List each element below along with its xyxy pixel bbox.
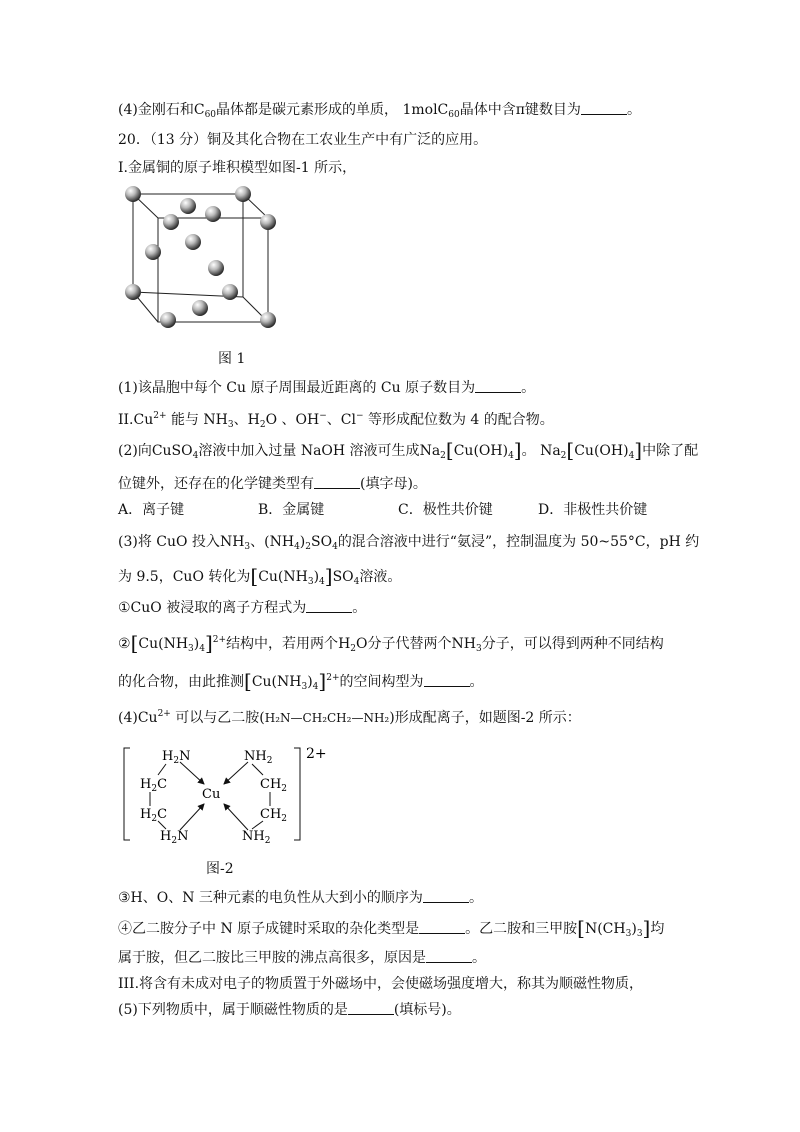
text-frag: 。 — [626, 102, 641, 118]
figure-1-caption: 图 1 — [218, 351, 246, 367]
answer-blank — [348, 1002, 394, 1015]
q3-sub-2-line-2: 的化合物，由此推测$[Cu(NH_3)_4]^{2+}$的空间构型为 。 — [118, 669, 484, 693]
text-frag: 。 — [468, 890, 483, 906]
text-frag: 。 — [521, 443, 536, 459]
q2-line-2 — [118, 474, 427, 494]
q4-line — [118, 704, 581, 728]
text-frag: 2+ — [157, 709, 171, 719]
choice-b[interactable]: B．金属键 — [258, 502, 325, 518]
q3-line-1: (3)将 CuO 投入$NH_3$、$(NH_4)_2SO_4$的混合溶液中进行“氨浸”，控制温度为 50~55°C，pH 约 — [118, 534, 700, 552]
q3-sub-1 — [118, 598, 366, 618]
fcc-unit-cell-figure — [118, 182, 288, 337]
q1-line — [118, 378, 535, 398]
figure-2-caption: 图-2 — [206, 861, 234, 877]
text-frag: (5)下列物质中，属于顺磁性物质的是 — [118, 1002, 348, 1018]
answer-blank — [314, 476, 360, 489]
text-frag: Cu(OH) — [574, 443, 629, 459]
text-frag: 中除了配 — [642, 443, 699, 459]
answer-blank — [306, 600, 352, 613]
text-frag: 溶液。 — [359, 569, 402, 585]
text-frag: II.Cu — [118, 412, 154, 428]
text-frag: 1molC — [402, 102, 449, 118]
text-frag: 2+ — [153, 411, 167, 421]
text-frag: 属于胺，但乙二胺比三甲胺的沸点高很多，原因是 — [118, 950, 426, 966]
svg-text:H2N: $H_2N$ — [160, 829, 189, 846]
text-frag: 分子，可以得到两种不同结构 — [481, 636, 664, 652]
text-frag: 溶液中加入过量 NaOH 溶液可生成 — [198, 443, 420, 459]
text-frag: ④乙二胺分子中 N 原子成键时采取的杂化类型是 — [118, 921, 420, 937]
text-frag: 60 — [448, 110, 460, 120]
text-frag: (4)金刚石和 — [118, 102, 194, 118]
text-frag: 4 — [192, 451, 199, 461]
q3-sub-2-line-1: $②[Cu(NH_3)_4]^{2+}$结构中，若用两个$H_2O$分子代替两个$NH_3$分子，可以得到两种不同结构 — [118, 631, 664, 655]
copper-center-label: Cu — [202, 787, 221, 802]
text-frag: 2 — [440, 451, 446, 461]
text-frag: 位键外，还存在的化学键类型有 — [118, 476, 314, 492]
svg-text:CH2: $CH_2$ — [260, 777, 288, 794]
q2-line-1: (2)向CuSO$_4$溶液中加入过量 NaOH 溶液可生成$Na_2[Cu(OH)_4]$。 $Na_2[Cu(OH)_4]$中除了配 — [118, 438, 699, 462]
text-frag: 4 — [508, 451, 514, 461]
text-frag: 可以与乙二胺( — [175, 710, 265, 726]
answer-blank — [424, 674, 470, 687]
text-frag: (填字母)。 — [360, 476, 427, 492]
answer-blank — [423, 890, 469, 903]
text-frag: 的混合溶液中进行“氨浸”，控制温度为 50~55°C，pH 约 — [337, 534, 700, 550]
text-frag: ①CuO 被浸取的离子方程式为 — [118, 600, 307, 616]
choice-a[interactable]: A．离子键 — [118, 502, 185, 518]
text-frag: O 、OH — [265, 412, 320, 428]
text-frag: 的化合物，由此推测 — [118, 674, 244, 690]
svg-text:NH2: $NH_2$ — [244, 749, 273, 766]
text-frag: Na — [419, 443, 441, 459]
answer-blank — [426, 950, 472, 963]
q3-line-2: 为 9.5，CuO 转化为$[Cu(NH_3)_4]SO_4$溶液。 — [118, 564, 402, 588]
svg-text:H2N: $H_2N$ — [162, 749, 191, 766]
q20-title: 20．（13 分）铜及其化合物在工农业生产中有广泛的应用。 — [118, 132, 488, 148]
svg-text:H2C: $H_2C$ — [140, 777, 168, 794]
answer-blank — [419, 921, 465, 934]
charge-label: 2+ — [306, 746, 327, 762]
text-frag: )形成配离子，如题图-2 所示： — [389, 710, 581, 726]
text-frag: 晶体都是碳元素形成的单质， — [216, 102, 399, 118]
answer-blank — [475, 380, 521, 393]
q4-previous-line — [118, 100, 641, 125]
text-frag: 能与 NH — [170, 412, 228, 428]
text-frag: Na — [540, 443, 561, 459]
text-frag: 均 — [650, 921, 665, 937]
q5-line — [118, 1000, 461, 1020]
text-frag: (4)Cu — [118, 710, 158, 726]
text-frag: 。乙二胺和三甲胺 — [465, 921, 578, 937]
answer-blank — [581, 102, 627, 115]
q2-choices — [118, 500, 647, 520]
text-frag: 。 — [521, 380, 536, 396]
text-frag: 2 — [560, 451, 567, 461]
text-frag: 。 — [469, 674, 484, 690]
text-frag: 结构中，若用两个 — [226, 636, 339, 652]
text-frag: 。 — [352, 600, 367, 616]
text-frag: Cu(OH) — [453, 443, 509, 459]
text-frag: 、H — [233, 412, 260, 428]
text-frag: (3)将 CuO 投入 — [118, 534, 220, 550]
section-3-heading: III.将含有未成对电子的物质置于外磁场中，会使磁场强度增大，称其为顺磁性物质， — [118, 976, 644, 992]
text-frag: 3 — [227, 420, 234, 430]
text-frag: 4 — [628, 451, 635, 461]
q4-sub-3 — [118, 888, 483, 908]
text-frag: (2)向CuSO — [118, 443, 193, 459]
text-frag: 、 — [250, 534, 265, 550]
text-frag: H₂N—CH₂CH₂—NH₂ — [264, 711, 390, 725]
text-frag: 。 — [472, 950, 486, 966]
q4-sub-4-line-2 — [118, 948, 486, 968]
text-frag: 、Cl — [326, 412, 356, 428]
svg-text:H2C: $H_2C$ — [140, 807, 168, 824]
text-frag: ③H、O、N 三种元素的电负性从大到小的顺序为 — [118, 890, 423, 906]
text-frag: 的空间构型为 — [339, 674, 424, 690]
text-frag: 晶体中含π键数目为 — [459, 102, 581, 118]
text-frag: C — [193, 102, 205, 118]
choice-d[interactable]: D．非极性共价键 — [538, 502, 648, 518]
svg-text:NH2: $NH_2$ — [242, 829, 271, 846]
svg-text:CH2: $CH_2$ — [260, 807, 288, 824]
text-frag: 60 — [204, 110, 217, 120]
section-1-heading: I.金属铜的原子堆积模型如图-1 所示， — [118, 160, 357, 176]
section-2-line: $II.Cu^{2+}$ 能与 $NH_3$、$H_2O$ 、OH−、Cl− 等形成配位数为 4 的配合物。 — [118, 411, 554, 430]
cu-ethylenediamine-complex-figure — [118, 738, 358, 850]
text-frag: 为 9.5，CuO 转化为 — [118, 569, 251, 585]
choice-c[interactable]: C．极性共价键 — [398, 502, 493, 518]
text-frag: (填标号)。 — [393, 1002, 461, 1018]
text-frag: (1)该晶胞中每个 Cu 原子周围最近距离的 Cu 原子数目为 — [118, 380, 476, 396]
q4-sub-4-line-1: ④乙二胺分子中 N 原子成键时采取的杂化类型是 。乙二胺和三甲胺$[N(CH_3)_3]$均 — [118, 916, 665, 940]
text-frag: 分子代替两个 — [367, 636, 452, 652]
text-frag: 2 — [259, 420, 266, 430]
text-frag: 等形成配位数为 4 的配合物。 — [367, 412, 554, 428]
